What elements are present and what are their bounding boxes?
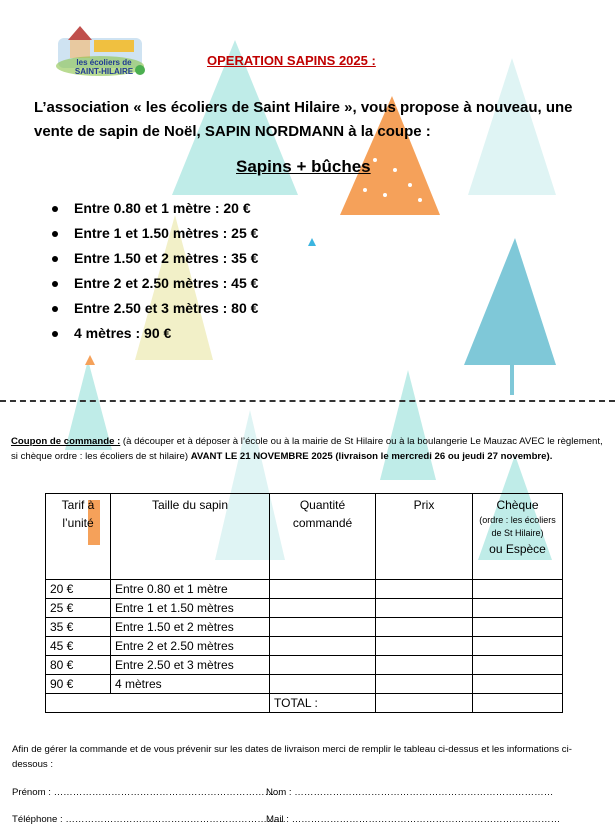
table-row: 90 € 4 mètres: [46, 675, 563, 694]
total-payment-cell[interactable]: [473, 694, 563, 713]
coupon-label: Coupon de commande :: [11, 436, 121, 447]
page-title: OPERATION SAPINS 2025 :: [207, 53, 376, 68]
header-taille: Taille du sapin: [111, 494, 270, 580]
header-cheque: Chèque (ordre : les écoliers de St Hilaire) ou Espèce: [473, 494, 563, 580]
list-item: Entre 2.50 et 3 mètres : 80 €: [52, 296, 258, 321]
quantity-cell[interactable]: [270, 580, 376, 599]
total-price-cell[interactable]: [376, 694, 473, 713]
cheque-suffix: ou Espèce: [489, 542, 546, 556]
payment-cell[interactable]: [473, 656, 563, 675]
table-row: 20 € Entre 0.80 et 1 mètre: [46, 580, 563, 599]
coupon-deadline: AVANT LE 21 NOVEMBRE 2025 (livraison le mercredi 26 ou jeudi 27 novembre).: [190, 451, 553, 462]
price-cell[interactable]: [376, 656, 473, 675]
header-prix: Prix: [376, 494, 473, 580]
quantity-cell[interactable]: [270, 656, 376, 675]
bullet-icon: [52, 281, 58, 287]
list-item: Entre 2 et 2.50 mètres : 45 €: [52, 271, 258, 296]
cheque-note: (ordre : les écoliers de St Hilaire): [479, 515, 556, 538]
payment-cell[interactable]: [473, 637, 563, 656]
intro-text: L’association « les écoliers de Saint Hilaire », vous propose à nouveau, une vente de sapin de Noël, SAPIN NORDMANN à la coupe :: [34, 99, 573, 140]
price-cell[interactable]: [376, 580, 473, 599]
payment-cell[interactable]: [473, 599, 563, 618]
star-orange-icon: [85, 355, 95, 365]
table-row: 80 € Entre 2.50 et 3 mètres: [46, 656, 563, 675]
table-header-row: [46, 494, 563, 580]
price-cell[interactable]: [376, 675, 473, 694]
prenom-field[interactable]: Prénom : ………………………………………………………………: [12, 787, 284, 798]
price-list: [52, 196, 258, 346]
bullet-icon: [52, 231, 58, 237]
subtitle: Sapins + bûches: [236, 157, 371, 176]
telephone-field[interactable]: Téléphone : ……………………………………………………………: [12, 814, 286, 825]
table-row: 45 € Entre 2 et 2.50 mètres: [46, 637, 563, 656]
table-row: 25 € Entre 1 et 1.50 mètres: [46, 599, 563, 618]
star-blue-icon: [308, 238, 316, 246]
school-logo: [50, 18, 150, 80]
total-row: [46, 694, 563, 713]
payment-cell[interactable]: [473, 675, 563, 694]
tree-blue-right: [464, 238, 556, 365]
payment-cell[interactable]: [473, 580, 563, 599]
header-tarif: Tarif à l’unité: [46, 494, 111, 580]
table-row: 35 € Entre 1.50 et 2 mètres: [46, 618, 563, 637]
quantity-cell[interactable]: [270, 637, 376, 656]
order-table: [45, 493, 563, 713]
list-item: Entre 1 et 1.50 mètres : 25 €: [52, 221, 258, 246]
cut-line: [0, 400, 615, 402]
footnote: Afin de gérer la commande et de vous prévenir sur les dates de livraison merci de remplir le tableau ci-dessus et les informations ci-dessous :: [12, 744, 572, 770]
total-label: TOTAL :: [270, 694, 376, 713]
coupon-instructions: [11, 434, 611, 464]
coupon-text: (à découper et à déposer à l’école ou à la mairie de St Hilaire ou à la boulangerie Le Mauzac AVEC le règlement, si chèque ordre : les écoliers de st hilaire): [11, 436, 603, 462]
nom-field[interactable]: Nom : ………………………………………………………………………: [266, 787, 554, 798]
mail-field[interactable]: Mail : …………………………………………………………………………: [266, 814, 561, 825]
bullet-icon: [52, 256, 58, 262]
list-item: Entre 1.50 et 2 mètres : 35 €: [52, 246, 258, 271]
logo-text: les écoliers de SAINT-HILAIRE: [74, 58, 134, 76]
quantity-cell[interactable]: [270, 675, 376, 694]
price-cell[interactable]: [376, 599, 473, 618]
quantity-cell[interactable]: [270, 618, 376, 637]
bullet-icon: [52, 206, 58, 212]
list-item: Entre 0.80 et 1 mètre : 20 €: [52, 196, 258, 221]
header-quantite: Quantité commandé: [270, 494, 376, 580]
price-cell[interactable]: [376, 618, 473, 637]
quantity-cell[interactable]: [270, 599, 376, 618]
price-cell[interactable]: [376, 637, 473, 656]
list-item: 4 mètres : 90 €: [52, 321, 258, 346]
bullet-icon: [52, 306, 58, 312]
bullet-icon: [52, 331, 58, 337]
payment-cell[interactable]: [473, 618, 563, 637]
